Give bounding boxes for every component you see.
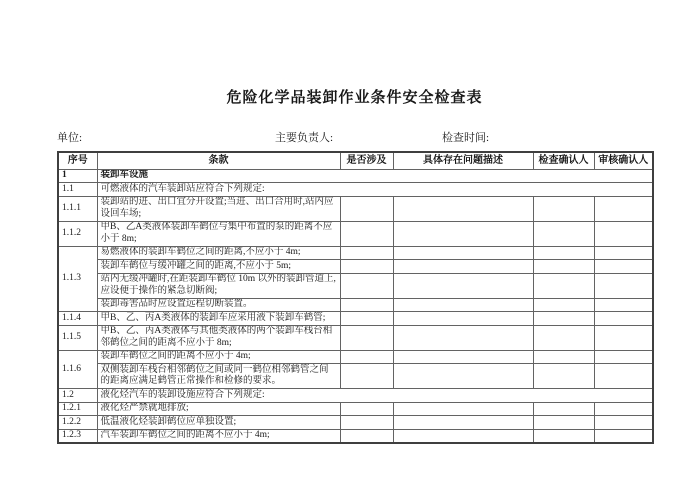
table-row [58,312,653,326]
clause-cell: 液化烃严禁就地排放; [97,402,340,416]
clause-cell: 易燃液体的装卸车鹤位之间的距离,不应小于 4m; [97,246,340,260]
involved-cell [340,273,393,298]
table-row [58,298,653,312]
clause-cell: 甲B、乙A类液体装卸车鹤位与集中布置的泵的距离不应小于 8m; [97,221,340,246]
review-confirmer-cell [594,364,653,389]
problem-description-cell [393,196,533,221]
inspection-confirmer-cell [533,196,594,221]
problem-description-cell [393,350,533,364]
involved-cell [340,416,393,430]
row-number-cell: 1.1.5 [58,325,97,350]
problem-description-cell [393,416,533,430]
row-number-cell: 1.2.2 [58,416,97,430]
col-header-row-number: 序号 [58,152,97,169]
clause-cell: 装卸车鹤位之间的距离不应小于 4m; [97,350,340,364]
clause-cell: 装卸站的进、出口宜分开设置;当进、出口合用时,站内应设回车场; [97,196,340,221]
inspection-confirmer-cell [533,312,594,326]
review-confirmer-cell [594,350,653,364]
review-confirmer-cell [594,196,653,221]
responsible-person-field-label: 主要负责人: [275,132,334,144]
document-content [57,0,652,444]
clause-cell: 双侧装卸车栈台相邻鹤位之间或同一鹤位相邻鹤管之间的距离应满足鹤管正常操作和检修的要求。 [97,364,340,389]
review-confirmer-cell [594,429,653,443]
involved-cell [340,364,393,389]
table-row [58,221,653,246]
row-number-cell: 1.1.2 [58,221,97,246]
review-confirmer-cell [594,260,653,274]
inspection-confirmer-cell [533,325,594,350]
table-header-row [58,152,653,169]
involved-cell [340,429,393,443]
problem-description-cell [393,429,533,443]
table-row [58,416,653,430]
table-row [58,325,653,350]
inspection-confirmer-cell [533,416,594,430]
clause-cell: 装卸毒害品时应设置远程切断装置。 [97,298,340,312]
inspection-confirmer-cell [533,221,594,246]
clause-cell: 甲B、乙、丙A类液体与其他类液体的两个装卸车栈台相邻鹤位之间的距离不应小于 8m; [97,325,340,350]
involved-cell [340,196,393,221]
row-number-cell: 1.1.4 [58,312,97,326]
involved-cell [340,350,393,364]
inspection-confirmer-cell [533,260,594,274]
inspection-confirmer-cell [533,273,594,298]
clause-cell: 可燃液体的汽车装卸站应符合下列规定: [97,183,653,197]
problem-description-cell [393,325,533,350]
inspection-confirmer-cell [533,298,594,312]
problem-description-cell [393,312,533,326]
involved-cell [340,402,393,416]
review-confirmer-cell [594,298,653,312]
table-row [58,429,653,443]
involved-cell [340,298,393,312]
involved-cell [340,260,393,274]
document-title: 危险化学品装卸作业条件安全检查表 [226,90,483,106]
involved-cell [340,325,393,350]
review-confirmer-cell [594,402,653,416]
row-number-cell: 1.1 [58,183,97,197]
clause-cell: 液化烃汽车的装卸设施应符合下列规定: [97,389,653,403]
problem-description-cell [393,221,533,246]
problem-description-cell [393,364,533,389]
clause-cell: 低温液化烃装卸鹤位应单独设置; [97,416,340,430]
table-row [58,183,653,197]
table-row [58,260,653,274]
col-header-problem-description: 具体存在问题描述 [393,152,533,169]
review-confirmer-cell [594,246,653,260]
row-number-cell: 1.1.1 [58,196,97,221]
problem-description-cell [393,298,533,312]
row-number-cell: 1 [58,169,97,183]
clause-cell: 汽车装卸车鹤位之间的距离不应小于 4m; [97,429,340,443]
row-number-cell: 1.2.3 [58,429,97,443]
problem-description-cell [393,260,533,274]
involved-cell [340,221,393,246]
col-header-involved: 是否涉及 [340,152,393,169]
inspection-confirmer-cell [533,429,594,443]
row-number-cell: 1.1.3 [58,246,97,312]
table-body [58,169,653,443]
clause-cell: 装卸车鹤位与缓冲罐之间的距离,不应小于 5m; [97,260,340,274]
col-header-clause: 条款 [97,152,340,169]
table-row [58,350,653,364]
row-number-cell: 1.1.6 [58,350,97,389]
row-number-cell: 1.2.1 [58,402,97,416]
inspection-confirmer-cell [533,402,594,416]
header-fields-row [57,129,652,144]
review-confirmer-cell [594,416,653,430]
table-row [58,196,653,221]
row-number-cell: 1.2 [58,389,97,403]
col-header-review-confirmer: 审核确认人 [594,152,653,169]
clause-cell: 站内无缓冲罐时,在距装卸车鹤位 10m 以外的装卸管道上,应设便于操作的紧急切断阀; [97,273,340,298]
section-row [58,169,653,183]
problem-description-cell [393,246,533,260]
inspection-confirmer-cell [533,364,594,389]
table-row [58,246,653,260]
review-confirmer-cell [594,273,653,298]
involved-cell [340,312,393,326]
table-row [58,389,653,403]
table-row [58,402,653,416]
review-confirmer-cell [594,221,653,246]
review-confirmer-cell [594,325,653,350]
table-row [58,273,653,298]
involved-cell [340,246,393,260]
inspection-confirmer-cell [533,246,594,260]
inspection-time-field-label: 检查时间: [442,132,490,144]
inspection-confirmer-cell [533,350,594,364]
safety-checklist-table [57,151,654,444]
table-row [58,364,653,389]
problem-description-cell [393,273,533,298]
col-header-inspection-confirmer: 检查确认人 [533,152,594,169]
review-confirmer-cell [594,312,653,326]
table-header [58,152,653,169]
problem-description-cell [393,402,533,416]
clause-cell: 甲B、乙、丙A类液体的装卸车应采用液下装卸车鹤管; [97,312,340,326]
unit-field-label: 单位: [57,132,83,144]
clause-cell: 装卸车设施 [97,169,653,183]
